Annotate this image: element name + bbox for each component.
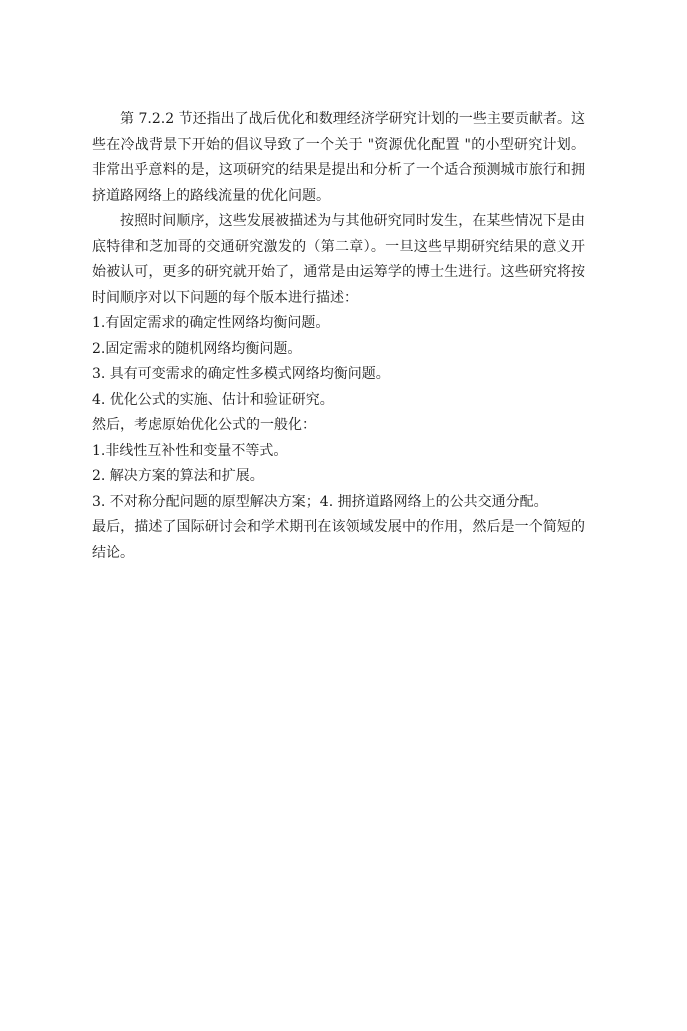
list-item-stochastic: 2.固定需求的随机网络均衡问题。 bbox=[92, 340, 302, 357]
paragraph-chronology: 按照时间顺序，这些发展被描述为与其他研究同时发生，在某些情况下是由底特律和芝加哥的交通研究激发的（第二章）。一旦这些早期研究结果的意义开始被认可，更多的研究就开始了，通常是由运筹学的博士生进行。这些研究将按时间顺序对以下问题的每个版本进行描述： bbox=[92, 213, 585, 306]
list-item-multimodal: 3. 具有可变需求的确定性多模式网络均衡问题。 bbox=[92, 366, 390, 382]
list-item-asymmetric-transit: 3. 不对称分配问题的原型解决方案；4. 拥挤道路网络上的公共交通分配。 bbox=[92, 493, 548, 510]
paragraph-intro: 第 7.2.2 节还指出了战后优化和数理经济学研究计划的一些主要贡献者。这些在冷战背景下开始的倡议导致了一个关于 "资源优化配置 "的小型研究计划。非常出乎意料的是，这项研究的结果是提出和分析了一个适合预测城市旅行和拥挤道路网络上的路线流量的优化问题。 bbox=[92, 111, 585, 204]
paragraph-conclusion: 最后，描述了国际研讨会和学术期刊在该领域发展中的作用，然后是一个简短的结论。 bbox=[92, 519, 585, 561]
list-item-fixed-demand: 1.有固定需求的确定性网络均衡问题。 bbox=[92, 315, 330, 331]
list-item-algorithms: 2. 解决方案的算法和扩展。 bbox=[92, 468, 264, 484]
document-page bbox=[92, 107, 585, 566]
list-item-implementation: 4. 优化公式的实施、估计和验证研究。 bbox=[92, 391, 334, 408]
paragraph-generalization: 然后，考虑原始优化公式的一般化： bbox=[92, 417, 316, 433]
list-item-nonlinear: 1.非线性互补性和变量不等式。 bbox=[92, 442, 288, 459]
